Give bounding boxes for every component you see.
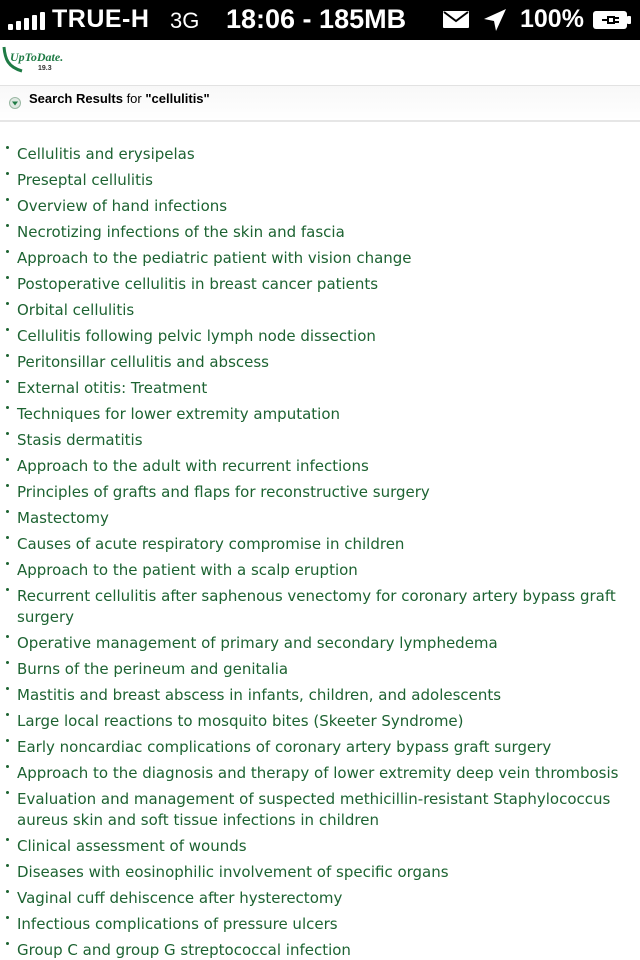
bullet-icon (6, 916, 9, 919)
result-title: Peritonsillar cellulitis and abscess (17, 353, 269, 371)
result-title: Approach to the adult with recurrent infections (17, 457, 369, 475)
result-title: Approach to the diagnosis and therapy of lower extremity deep vein thrombosis (17, 764, 619, 782)
result-link[interactable] (0, 142, 640, 168)
search-results-title (29, 91, 210, 106)
result-title: Operative management of primary and secondary lymphedema (17, 634, 498, 652)
result-link[interactable] (0, 168, 640, 194)
result-link[interactable] (0, 860, 640, 886)
bullet-icon (6, 635, 9, 638)
result-link[interactable] (0, 220, 640, 246)
bullet-icon (6, 198, 9, 201)
result-title: Cellulitis and erysipelas (17, 145, 195, 163)
bullet-icon (6, 224, 9, 227)
time-memory: 18:06 - 185MB (226, 4, 407, 34)
status-bar (0, 0, 640, 40)
result-title: Orbital cellulitis (17, 301, 135, 319)
bullet-icon (6, 739, 9, 742)
bullet-icon (6, 354, 9, 357)
carrier-label: TRUE-H (52, 5, 150, 33)
result-link[interactable] (0, 272, 640, 298)
result-title: Mastitis and breast abscess in infants, children, and adolescents (17, 686, 502, 704)
result-link[interactable] (0, 709, 640, 735)
bullet-icon (6, 864, 9, 867)
result-link[interactable] (0, 683, 640, 709)
bullet-icon (6, 328, 9, 331)
result-link[interactable] (0, 912, 640, 938)
result-link[interactable] (0, 194, 640, 220)
result-title: Approach to the pediatric patient with vision change (17, 249, 412, 267)
result-link[interactable] (0, 938, 640, 960)
bullet-icon (6, 406, 9, 409)
bullet-icon (6, 276, 9, 279)
result-link[interactable] (0, 584, 640, 631)
result-link[interactable] (0, 787, 640, 834)
result-link[interactable] (0, 735, 640, 761)
location-arrow-icon (482, 7, 508, 33)
result-link[interactable] (0, 886, 640, 912)
result-title: External otitis: Treatment (17, 379, 208, 397)
bullet-icon (6, 380, 9, 383)
result-title: Cellulitis following pelvic lymph node dissection (17, 327, 376, 345)
bullet-icon (6, 302, 9, 305)
bullet-icon (6, 432, 9, 435)
bullet-icon (6, 890, 9, 893)
bullet-icon (6, 172, 9, 175)
result-title: Preseptal cellulitis (17, 171, 153, 189)
bullet-icon (6, 146, 9, 149)
result-title: Approach to the patient with a scalp eruption (17, 561, 358, 579)
mail-icon (443, 11, 469, 28)
bullet-icon (6, 458, 9, 461)
search-results-label: Search Results (29, 91, 123, 106)
bullet-icon (6, 942, 9, 945)
logo-text: UpToDate. (10, 50, 64, 64)
result-title: Diseases with eosinophilic involvement of specific organs (17, 863, 449, 881)
battery-percentage: 100% (520, 5, 584, 33)
search-for-text: for (126, 91, 142, 106)
battery-charging-icon (592, 10, 632, 30)
result-title: Necrotizing infections of the skin and fascia (17, 223, 345, 241)
result-title: Postoperative cellulitis in breast cancer patients (17, 275, 379, 293)
result-link[interactable] (0, 480, 640, 506)
app-header (0, 40, 640, 86)
result-link[interactable] (0, 350, 640, 376)
result-title: Mastectomy (17, 509, 109, 527)
result-title: Group C and group G streptococcal infection (17, 941, 351, 959)
result-title: Early noncardiac complications of coronary artery bypass graft surgery (17, 738, 552, 756)
result-link[interactable] (0, 428, 640, 454)
result-link[interactable] (0, 834, 640, 860)
result-title: Infectious complications of pressure ulcers (17, 915, 338, 933)
result-link[interactable] (0, 246, 640, 272)
result-link[interactable] (0, 532, 640, 558)
result-title: Techniques for lower extremity amputation (17, 405, 341, 423)
bullet-icon (6, 687, 9, 690)
bullet-icon (6, 536, 9, 539)
result-link[interactable] (0, 657, 640, 683)
search-results-bar[interactable] (0, 86, 640, 122)
result-link[interactable] (0, 324, 640, 350)
result-title: Stasis dermatitis (17, 431, 143, 449)
result-title: Evaluation and management of suspected methicillin-resistant Staphylococcus aureus skin and soft tissue infections in children (17, 790, 611, 829)
result-link[interactable] (0, 454, 640, 480)
bullet-icon (6, 484, 9, 487)
bullet-icon (6, 765, 9, 768)
bullet-icon (6, 791, 9, 794)
bullet-icon (6, 713, 9, 716)
bullet-icon (6, 510, 9, 513)
result-title: Causes of acute respiratory compromise in children (17, 535, 405, 553)
result-link[interactable] (0, 631, 640, 657)
collapse-toggle-icon[interactable] (9, 97, 21, 109)
result-title: Principles of grafts and flaps for reconstructive surgery (17, 483, 430, 501)
result-title: Burns of the perineum and genitalia (17, 660, 289, 678)
result-link[interactable] (0, 402, 640, 428)
result-link[interactable] (0, 376, 640, 402)
bullet-icon (6, 250, 9, 253)
result-link[interactable] (0, 506, 640, 532)
result-link[interactable] (0, 761, 640, 787)
logo-version: 19.3 (38, 65, 52, 72)
bullet-icon (6, 838, 9, 841)
bullet-icon (6, 562, 9, 565)
result-link[interactable] (0, 558, 640, 584)
result-title: Vaginal cuff dehiscence after hysterectomy (17, 889, 343, 907)
uptodate-logo[interactable] (2, 45, 66, 75)
bullet-icon (6, 588, 9, 591)
result-link[interactable] (0, 298, 640, 324)
network-type: 3G (170, 8, 200, 33)
signal-icon (8, 10, 45, 30)
search-query: "cellulitis" (145, 91, 210, 106)
result-title: Clinical assessment of wounds (17, 837, 247, 855)
result-title: Recurrent cellulitis after saphenous venectomy for coronary artery bypass graft surgery (17, 587, 616, 626)
results-list (0, 142, 640, 960)
result-title: Large local reactions to mosquito bites (Skeeter Syndrome) (17, 712, 464, 730)
bullet-icon (6, 661, 9, 664)
result-title: Overview of hand infections (17, 197, 228, 215)
